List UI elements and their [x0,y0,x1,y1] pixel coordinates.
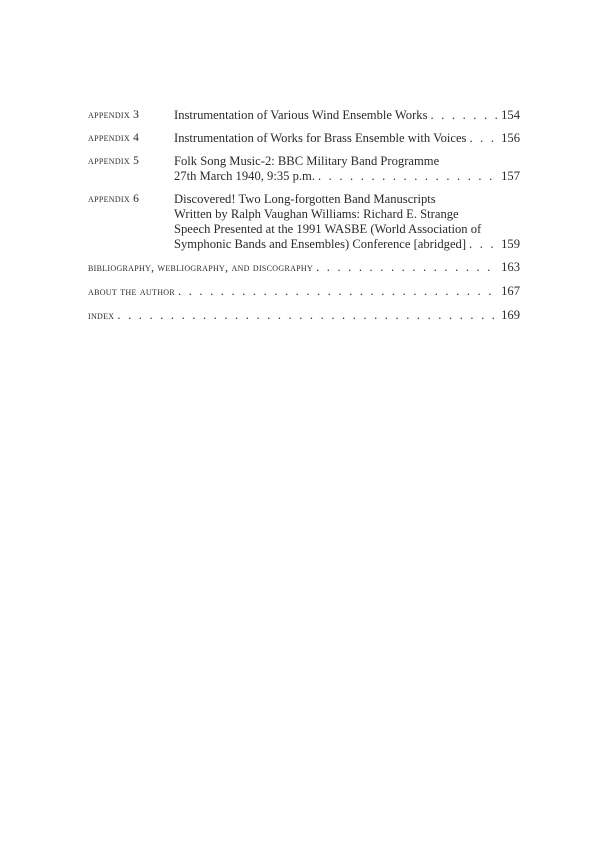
page-number: 156 [501,131,520,145]
dot-leader [469,237,498,252]
entry-title-line: Discovered! Two Long-forgotten Band Manuscripts [174,192,436,206]
entry-body [174,131,520,146]
dot-leader [117,308,498,323]
section-title: about the author [88,286,175,298]
toc-entry-bibliography[interactable] [88,260,520,276]
section-title: bibliography, webliography, and discography [88,262,314,274]
entry-body [174,154,520,184]
page-number: 167 [501,284,520,298]
page-number: 159 [501,237,520,251]
page-number: 163 [501,260,520,274]
entry-title-line: Written by Ralph Vaughan Williams: Richard E. Strange [174,207,459,221]
toc-entry-appendix-6[interactable] [88,192,520,252]
dot-leader [469,131,498,146]
entry-title-line [174,237,520,252]
entry-body [174,192,520,252]
page-number: 154 [501,108,520,122]
appendix-label: appendix 3 [88,109,140,121]
section-title: index [88,310,115,322]
table-of-contents [88,108,520,332]
page-number: 169 [501,308,520,322]
toc-entry-index[interactable] [88,308,520,324]
entry-title-line [174,169,520,184]
dot-leader [178,284,498,299]
entry-title-line [174,108,520,123]
entry-title: Instrumentation of Various Wind Ensemble Works [174,108,428,122]
entry-title: Symphonic Bands and Ensembles) Conference [abridged] [174,237,467,251]
entry-title: 27th March 1940, 9:35 p.m. [174,169,315,183]
toc-entry-about-the-author[interactable] [88,284,520,300]
dot-leader [316,260,498,275]
appendix-label: appendix 5 [88,155,140,167]
page-number: 157 [501,169,520,183]
toc-entry-appendix-4[interactable] [88,131,520,146]
entry-title: Instrumentation of Works for Brass Ensemble with Voices [174,131,467,145]
appendix-label: appendix 4 [88,132,140,144]
dot-leader [318,169,498,184]
appendix-label: appendix 6 [88,193,140,205]
entry-title-line: Folk Song Music-2: BBC Military Band Programme [174,154,440,168]
dot-leader [430,108,498,123]
entry-body [174,108,520,123]
toc-entry-appendix-3[interactable] [88,108,520,123]
entry-title-line [174,131,520,146]
toc-entry-appendix-5[interactable] [88,154,520,184]
entry-title-line: Speech Presented at the 1991 WASBE (World Association of [174,222,482,236]
